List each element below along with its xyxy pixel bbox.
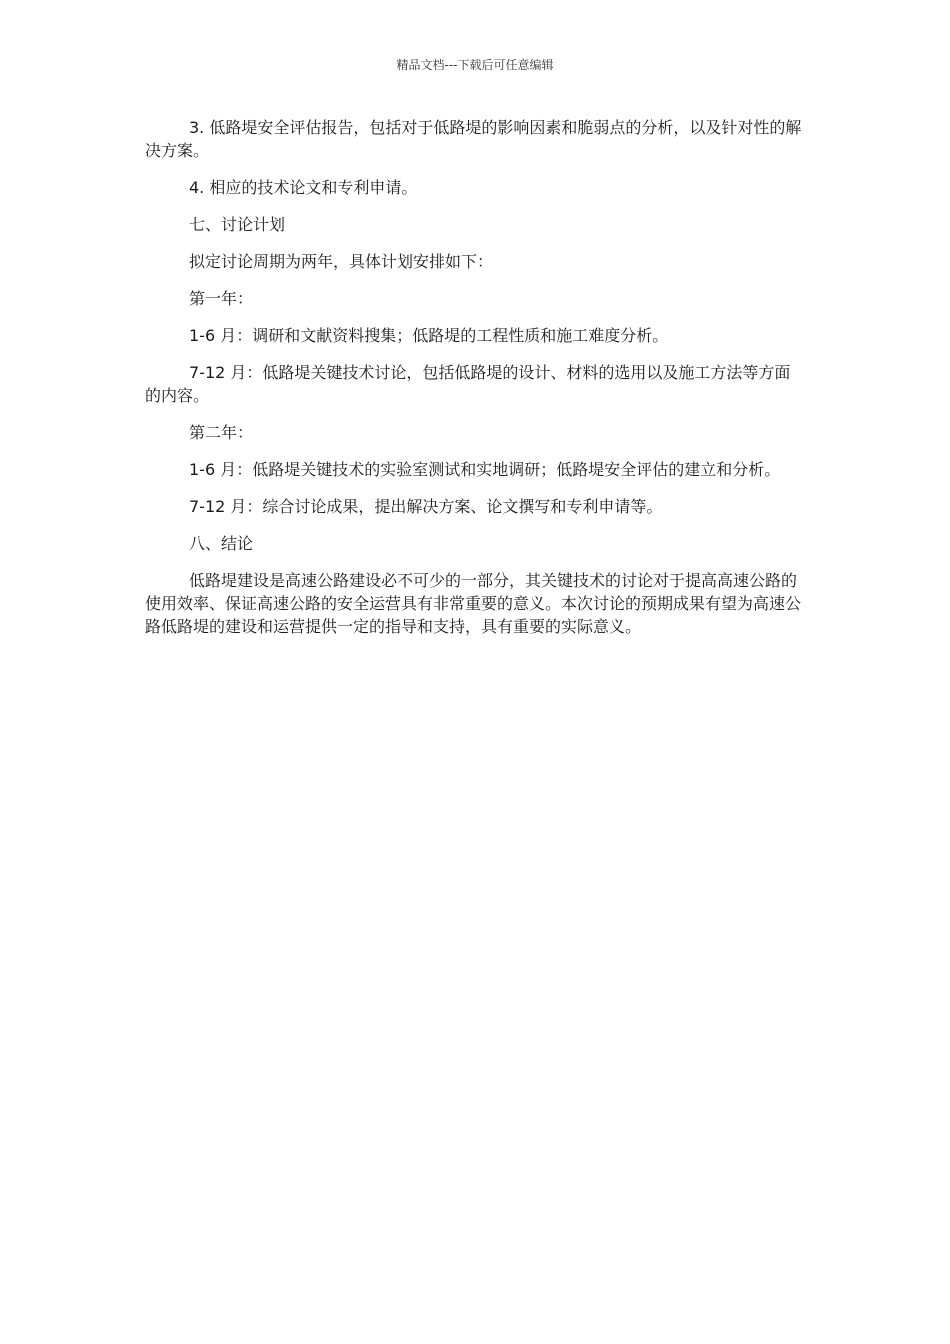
- section-heading-conclusion: 八、结论: [189, 534, 254, 553]
- paragraph-deliverable-3: 3. 低路堤安全评估报告，包括对于低路堤的影响因素和脆弱点的分析，以及针对性的解决方案。: [145, 118, 802, 160]
- paragraph-conclusion: 低路堤建设是高速公路建设必不可少的一部分，其关键技术的讨论对于提高高速公路的使用效率、保证高速公路的安全运营具有非常重要的意义。本次讨论的预期成果有望为高速公路低路堤的建设和运营提供一定的指导和支持，具有重要的实际意义。: [145, 571, 802, 636]
- paragraph-year-two-h2: 7-12 月：综合讨论成果，提出解决方案、论文撰写和专利申请等。: [189, 497, 663, 516]
- paragraph-deliverable-4: 4. 相应的技术论文和专利申请。: [189, 178, 418, 197]
- section-heading-plan: 七、讨论计划: [189, 215, 286, 234]
- paragraph-year-one-h2: 7-12 月：低路堤关键技术讨论，包括低路堤的设计、材料的选用以及施工方法等方面的内容。: [145, 363, 791, 405]
- page-header: 精品文档---下载后可任意编辑: [396, 58, 554, 72]
- paragraph-plan-intro: 拟定讨论周期为两年，具体计划安排如下：: [189, 252, 494, 271]
- paragraph-year-two-h1: 1-6 月：低路堤关键技术的实验室测试和实地调研；低路堤安全评估的建立和分析。: [189, 460, 781, 479]
- paragraph-year-two: 第二年：: [189, 423, 254, 442]
- document-body: [145, 116, 805, 652]
- paragraph-year-one-h1: 1-6 月：调研和文献资料搜集；低路堤的工程性质和施工难度分析。: [189, 326, 669, 345]
- paragraph-year-one: 第一年：: [189, 289, 254, 308]
